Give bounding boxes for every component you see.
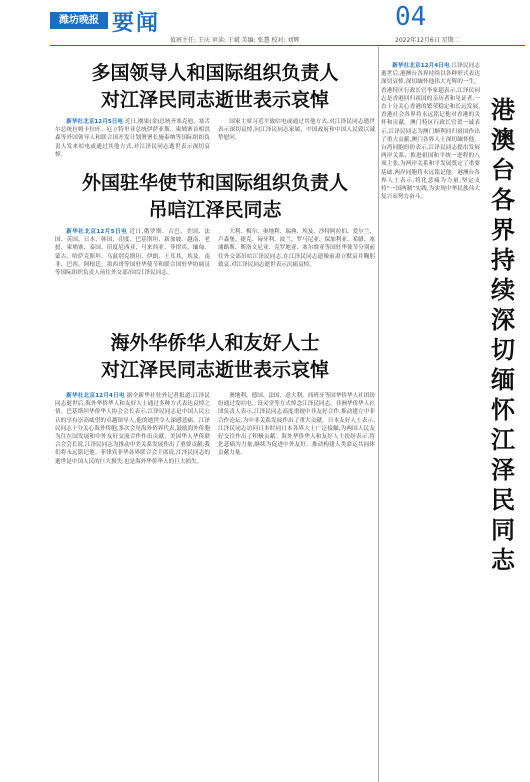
sidebar-title-char: 志 <box>491 545 515 574</box>
sidebar-title-char: 续 <box>491 275 515 304</box>
article2-body-col2 <box>218 228 375 310</box>
sidebar-title-char: 缅 <box>491 365 515 394</box>
article3-title-line1: 海外华侨华人和友好人士 <box>110 332 320 354</box>
sidebar-title-char: 界 <box>491 215 515 244</box>
article2-title-line1: 外国驻华使节和国际组织负责人 <box>81 172 348 194</box>
article1-body-col1 <box>55 118 210 158</box>
article3-dateline: 新华社北京12月4日电 <box>66 393 125 399</box>
article1-body-col2 <box>218 118 375 158</box>
article3-title-line2: 对江泽民同志逝世表示哀悼 <box>100 359 329 381</box>
sidebar-title-char: 泽 <box>491 455 515 484</box>
column-divider <box>378 47 379 782</box>
article3-headline <box>55 330 375 384</box>
article3-body-col2 <box>218 392 375 777</box>
issue-date: 2022年12月6日 星期二 <box>395 37 460 44</box>
sidebar-title-char: 台 <box>491 155 515 184</box>
article2-text2: 大利、梅尔、奥地利、瑞典、埃及、沙特阿拉伯、爱尔兰、卢森堡、捷克、匈牙利、波兰、罗马尼亚、保加利亚、希腊、塞浦路斯、斯洛文尼亚、克罗地亚、塞尔维亚等国驻华使节分别前往外交部吊唁江泽民同志,在江泽民同志遗像前肃立默哀并鞠躬致哀,对江泽民同志逝世表示沉痛哀悼。 <box>218 229 375 268</box>
sidebar-title-char: 怀 <box>491 395 515 424</box>
editor-credits: 值班主任: 王庆 审读: 于斌 美编: 张慧 校对: 刘辉 <box>170 37 300 44</box>
sidebar-title-char: 持 <box>491 245 515 274</box>
article1-headline <box>55 60 375 114</box>
article1-title-line1: 多国领导人和国际组织负责人 <box>91 62 339 84</box>
article3-text2: 奥地利、德国、法国、意大利、西班牙等国华侨华人社团纷纷通过发唁电、设灵堂等方式悼念江泽民同志。非洲华侨华人社团负责人表示,江泽民同志高度重视中非友好合作,推动建立中非合作论坛,为中非关系发展作出了重大贡献。日本友好人士表示,江泽民同志访问日本时同日本各界人士广泛接触,为两国人民友好交往作出了积极贡献。海外华侨华人和友好人士纷纷表示,将化悲痛为力量,继续为促进中外友好、推动构建人类命运共同体贡献力量。 <box>218 393 375 457</box>
article2-text1: 近日,俄罗斯、古巴、美国、法国、英国、日本、韩国、印度、巴基斯坦、新加坡、越南、老挝、柬埔寨、泰国、印度尼西亚、马来西亚、菲律宾、缅甸、蒙古、哈萨克斯坦、乌兹别克斯坦、伊朗、土耳其、埃及、南非、巴西、阿根廷、墨西哥等国驻华使节和联合国驻华协调员等国际组织负责人前往外交部吊唁江泽民同志。 <box>55 229 210 277</box>
sidebar-title-char: 切 <box>491 335 515 364</box>
header-rule <box>50 45 525 46</box>
sidebar-title-char: 深 <box>491 305 515 334</box>
article1-dateline: 新华社北京12月5日电 <box>66 119 124 125</box>
sidebar-title-char: 各 <box>491 185 515 214</box>
sidebar-title-char: 澳 <box>491 125 515 154</box>
sidebar-title-char: 同 <box>491 515 515 544</box>
article1-text2: 国家主席习近平致唁电或通过其他方式,对江泽民同志逝世表示深切哀悼,向江泽民同志家属、中国政府和中国人民致以诚挚慰问。 <box>218 119 375 142</box>
article3-body-col1 <box>55 392 210 777</box>
sidebar-dateline: 新华社北京12月4日电 <box>392 63 450 69</box>
article1-text1: 近日,刚果(金)总统齐塞克迪、塞舌尔总统拉姆卡拉旺、厄立特里亚总统伊萨亚斯、柬埔寨首相洪森等外国领导人和联合国开发计划署署长施泰纳等国际组织负责人发来唁电或通过其他方式,对江泽民同志逝世表示深切哀悼。 <box>55 119 210 158</box>
article2-body-col1 <box>55 228 210 310</box>
masthead <box>0 0 530 34</box>
article2-dateline: 新华社北京12月5日电 <box>66 229 128 235</box>
article3-text1: 据全新华社驻外记者报道:江泽民同志逝世后,海外华侨华人和友好人士通过多种方式表达哀悼之情。巴基斯坦华侨华人协会会长表示,江泽民同志是中国人民公认的享有崇高威望的卓越领导人,他的逝世令人深感悲痛。江泽民同志十分关心海外侨胞,多次会见海外侨界代表,鼓励海外侨胞为住在国发展和中外友好交流合作作出贡献。美国华人华侨联合会会长说,江泽民同志为推动中美关系发展作出了重要贡献,我们将永远铭记他。菲律宾菲华各界联合会主席说,江泽民同志的逝世是中国人民的巨大损失,也是海外华侨华人的巨大损失。 <box>55 393 210 465</box>
article1-title-line2: 对江泽民同志逝世表示哀悼 <box>100 89 329 111</box>
sidebar-vertical-headline <box>488 95 518 575</box>
page-number: 04 <box>395 2 427 32</box>
sidebar-article <box>381 62 480 780</box>
article2-title-line2: 吊唁江泽民同志 <box>148 199 282 221</box>
sidebar-title-char: 江 <box>491 425 515 454</box>
article2-headline <box>55 170 375 224</box>
sidebar-body: 江泽民同志逝世后,港澳台各界持续以各种形式表达深切哀悼,深切缅怀他伟大光辉的一生。香港特区行政长官李家超表示,江泽民同志是香港回归祖国的亲历者和见证者,一直十分关心香港的繁荣稳定和长远发展,香港社会各界将永远铭记他对香港的关怀和贡献。澳门特区行政长官贺一诚表示,江泽民同志为澳门顺利回归祖国作出了重大贡献,澳门各界人士深切缅怀他。台湾同胞纷纷表示,江泽民同志提出发展两岸关系、推进祖国和平统一进程的八项主张,为两岸关系和平发展奠定了重要基础,两岸同胞将永远铭记他。港澳台各界人士表示,将化悲痛为力量,坚定支持“一国两制”实践,为实现中华民族伟大复兴而努力奋斗。 <box>381 63 480 201</box>
sidebar-title-char: 港 <box>491 95 515 124</box>
newspaper-logo: 潍坊晚报 <box>50 12 108 29</box>
section-title: 要闻 <box>112 10 161 36</box>
sidebar-title-char: 民 <box>491 485 515 514</box>
